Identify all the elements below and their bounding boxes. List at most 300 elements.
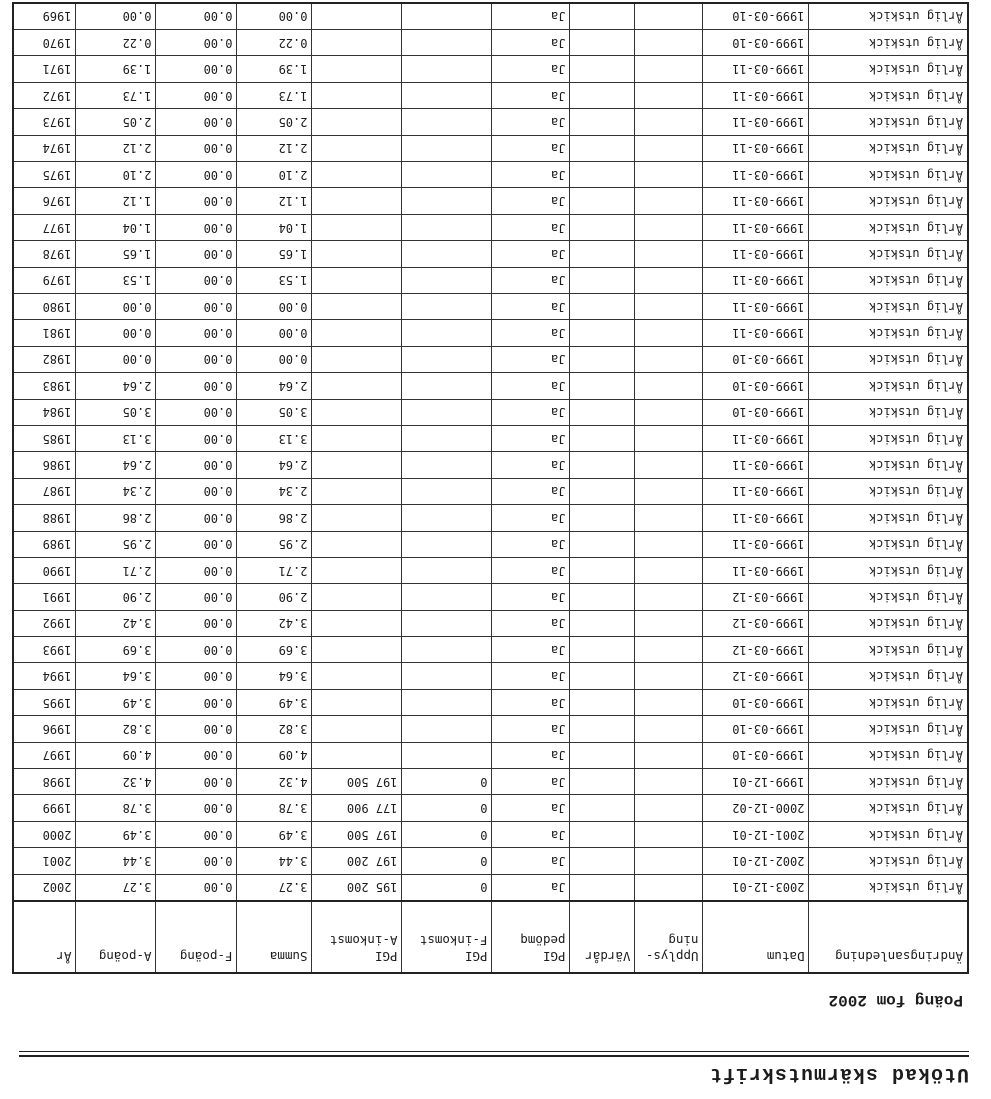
header-andringsanledning xyxy=(809,901,968,973)
cell-pgi-a-inkomst xyxy=(312,346,402,372)
cell-pgi-f-inkomst xyxy=(402,241,492,267)
cell-andringsanledning: Årlig utskick xyxy=(809,505,968,531)
cell-ar: 1974 xyxy=(13,135,76,161)
section-subtitle: Poäng fom 2002 xyxy=(828,991,963,1009)
table-header-row xyxy=(13,901,968,973)
cell-f-poang: 0.00 xyxy=(156,373,237,399)
table-row xyxy=(13,663,968,689)
table-row xyxy=(13,399,968,425)
cell-andringsanledning: Årlig utskick xyxy=(809,821,968,847)
cell-pgi-f-inkomst xyxy=(402,56,492,82)
cell-f-poang: 0.00 xyxy=(156,584,237,610)
cell-datum: 1999-03-12 xyxy=(703,637,809,663)
cell-upplysning xyxy=(635,716,703,742)
cell-a-poang: 2.95 xyxy=(76,531,156,557)
cell-a-poang: 1.65 xyxy=(76,241,156,267)
cell-pgi-bedomd: Ja xyxy=(492,373,570,399)
cell-f-poang: 0.00 xyxy=(156,821,237,847)
cell-a-poang: 0.22 xyxy=(76,30,156,56)
cell-vardar xyxy=(570,637,635,663)
cell-pgi-bedomd: Ja xyxy=(492,135,570,161)
cell-pgi-f-inkomst xyxy=(402,109,492,135)
header-pgi-bedomd xyxy=(492,901,570,973)
cell-a-poang: 4.09 xyxy=(76,742,156,768)
cell-pgi-a-inkomst xyxy=(312,557,402,583)
cell-datum: 2001-12-01 xyxy=(703,821,809,847)
cell-vardar xyxy=(570,30,635,56)
cell-andringsanledning: Årlig utskick xyxy=(809,557,968,583)
table-row xyxy=(13,742,968,768)
cell-upplysning xyxy=(635,188,703,214)
table-row xyxy=(13,188,968,214)
cell-vardar xyxy=(570,3,635,30)
cell-andringsanledning: Årlig utskick xyxy=(809,109,968,135)
cell-ar: 1986 xyxy=(13,452,76,478)
cell-ar: 1988 xyxy=(13,505,76,531)
cell-datum: 1999-03-10 xyxy=(703,346,809,372)
cell-vardar xyxy=(570,399,635,425)
cell-f-poang: 0.00 xyxy=(156,294,237,320)
cell-andringsanledning: Årlig utskick xyxy=(809,399,968,425)
cell-f-poang: 0.00 xyxy=(156,425,237,451)
cell-a-poang: 0.00 xyxy=(76,294,156,320)
cell-summa: 2.86 xyxy=(237,505,312,531)
cell-summa: 1.73 xyxy=(237,82,312,108)
cell-ar: 1980 xyxy=(13,294,76,320)
cell-vardar xyxy=(570,188,635,214)
cell-datum: 1999-03-12 xyxy=(703,610,809,636)
cell-andringsanledning: Årlig utskick xyxy=(809,294,968,320)
cell-andringsanledning: Årlig utskick xyxy=(809,162,968,188)
cell-pgi-a-inkomst: 177 900 xyxy=(312,795,402,821)
cell-pgi-f-inkomst: 0 xyxy=(402,848,492,874)
header-label: PGI xyxy=(374,949,398,964)
cell-pgi-bedomd: Ja xyxy=(492,478,570,504)
cell-andringsanledning: Årlig utskick xyxy=(809,874,968,901)
cell-pgi-bedomd: Ja xyxy=(492,821,570,847)
cell-andringsanledning: Årlig utskick xyxy=(809,135,968,161)
cell-pgi-f-inkomst xyxy=(402,214,492,240)
cell-a-poang: 2.64 xyxy=(76,452,156,478)
cell-a-poang: 4.32 xyxy=(76,769,156,795)
cell-vardar xyxy=(570,505,635,531)
cell-pgi-f-inkomst: 0 xyxy=(402,874,492,901)
cell-andringsanledning: Årlig utskick xyxy=(809,769,968,795)
cell-upplysning xyxy=(635,241,703,267)
cell-f-poang: 0.00 xyxy=(156,346,237,372)
table-row xyxy=(13,373,968,399)
cell-f-poang: 0.00 xyxy=(156,399,237,425)
cell-ar: 1971 xyxy=(13,56,76,82)
cell-vardar xyxy=(570,557,635,583)
cell-summa: 3.44 xyxy=(237,848,312,874)
cell-f-poang: 0.00 xyxy=(156,874,237,901)
header-label: ning xyxy=(668,933,699,948)
cell-pgi-a-inkomst xyxy=(312,610,402,636)
cell-pgi-a-inkomst xyxy=(312,584,402,610)
cell-vardar xyxy=(570,689,635,715)
cell-pgi-a-inkomst xyxy=(312,82,402,108)
cell-a-poang: 2.64 xyxy=(76,373,156,399)
cell-pgi-f-inkomst: 0 xyxy=(402,795,492,821)
cell-datum: 1999-03-11 xyxy=(703,267,809,293)
cell-ar: 1999 xyxy=(13,795,76,821)
cell-vardar xyxy=(570,610,635,636)
cell-datum: 1999-03-11 xyxy=(703,241,809,267)
table-row xyxy=(13,478,968,504)
cell-vardar xyxy=(570,241,635,267)
cell-a-poang: 1.04 xyxy=(76,214,156,240)
header-label: PGI xyxy=(542,949,566,964)
cell-summa: 3.69 xyxy=(237,637,312,663)
cell-a-poang: 3.27 xyxy=(76,874,156,901)
cell-a-poang: 2.12 xyxy=(76,135,156,161)
cell-pgi-bedomd: Ja xyxy=(492,56,570,82)
cell-andringsanledning: Årlig utskick xyxy=(809,373,968,399)
cell-andringsanledning: Årlig utskick xyxy=(809,267,968,293)
table-row xyxy=(13,584,968,610)
cell-andringsanledning: Årlig utskick xyxy=(809,531,968,557)
cell-pgi-f-inkomst xyxy=(402,30,492,56)
cell-vardar xyxy=(570,531,635,557)
table-row xyxy=(13,425,968,451)
cell-a-poang: 3.05 xyxy=(76,399,156,425)
table-row xyxy=(13,531,968,557)
cell-pgi-a-inkomst xyxy=(312,135,402,161)
cell-upplysning xyxy=(635,584,703,610)
table-body xyxy=(13,3,968,901)
cell-upplysning xyxy=(635,214,703,240)
cell-ar: 1995 xyxy=(13,689,76,715)
header-pgi-a-inkomst xyxy=(312,901,402,973)
cell-a-poang: 2.05 xyxy=(76,109,156,135)
cell-datum: 1999-03-11 xyxy=(703,452,809,478)
cell-ar: 1969 xyxy=(13,3,76,30)
cell-pgi-bedomd: Ja xyxy=(492,505,570,531)
cell-upplysning xyxy=(635,109,703,135)
table-row xyxy=(13,82,968,108)
cell-upplysning xyxy=(635,452,703,478)
cell-upplysning xyxy=(635,531,703,557)
cell-datum: 1999-03-11 xyxy=(703,109,809,135)
cell-pgi-a-inkomst xyxy=(312,689,402,715)
cell-vardar xyxy=(570,162,635,188)
cell-summa: 1.12 xyxy=(237,188,312,214)
cell-pgi-f-inkomst xyxy=(402,162,492,188)
cell-f-poang: 0.00 xyxy=(156,56,237,82)
cell-pgi-a-inkomst xyxy=(312,399,402,425)
cell-pgi-f-inkomst: 0 xyxy=(402,769,492,795)
cell-upplysning xyxy=(635,56,703,82)
cell-pgi-f-inkomst: 0 xyxy=(402,821,492,847)
cell-andringsanledning: Årlig utskick xyxy=(809,320,968,346)
cell-ar: 1996 xyxy=(13,716,76,742)
table-row xyxy=(13,874,968,901)
cell-pgi-f-inkomst xyxy=(402,505,492,531)
cell-pgi-f-inkomst xyxy=(402,320,492,346)
cell-datum: 1999-03-11 xyxy=(703,56,809,82)
cell-a-poang: 2.86 xyxy=(76,505,156,531)
cell-ar: 2002 xyxy=(13,874,76,901)
cell-pgi-bedomd: Ja xyxy=(492,3,570,30)
cell-vardar xyxy=(570,848,635,874)
cell-pgi-bedomd: Ja xyxy=(492,346,570,372)
cell-vardar xyxy=(570,214,635,240)
table-row xyxy=(13,769,968,795)
cell-vardar xyxy=(570,346,635,372)
cell-upplysning xyxy=(635,663,703,689)
cell-f-poang: 0.00 xyxy=(156,214,237,240)
cell-pgi-f-inkomst xyxy=(402,663,492,689)
cell-f-poang: 0.00 xyxy=(156,241,237,267)
cell-vardar xyxy=(570,82,635,108)
cell-upplysning xyxy=(635,320,703,346)
cell-pgi-a-inkomst xyxy=(312,373,402,399)
cell-vardar xyxy=(570,478,635,504)
cell-a-poang: 0.00 xyxy=(76,320,156,346)
cell-upplysning xyxy=(635,3,703,30)
cell-pgi-a-inkomst xyxy=(312,531,402,557)
cell-f-poang: 0.00 xyxy=(156,557,237,583)
cell-pgi-a-inkomst xyxy=(312,109,402,135)
cell-f-poang: 0.00 xyxy=(156,795,237,821)
cell-andringsanledning: Årlig utskick xyxy=(809,452,968,478)
cell-vardar xyxy=(570,56,635,82)
cell-datum: 1999-03-12 xyxy=(703,663,809,689)
cell-pgi-bedomd: Ja xyxy=(492,610,570,636)
cell-pgi-bedomd: Ja xyxy=(492,188,570,214)
cell-pgi-a-inkomst xyxy=(312,637,402,663)
cell-ar: 1976 xyxy=(13,188,76,214)
cell-pgi-f-inkomst xyxy=(402,346,492,372)
cell-andringsanledning: Årlig utskick xyxy=(809,82,968,108)
cell-andringsanledning: Årlig utskick xyxy=(809,742,968,768)
cell-vardar xyxy=(570,742,635,768)
cell-vardar xyxy=(570,294,635,320)
table-row xyxy=(13,346,968,372)
cell-summa: 0.00 xyxy=(237,346,312,372)
cell-pgi-a-inkomst xyxy=(312,3,402,30)
cell-summa: 2.12 xyxy=(237,135,312,161)
cell-ar: 1983 xyxy=(13,373,76,399)
cell-ar: 1977 xyxy=(13,214,76,240)
cell-a-poang: 3.49 xyxy=(76,689,156,715)
cell-vardar xyxy=(570,821,635,847)
cell-pgi-bedomd: Ja xyxy=(492,82,570,108)
cell-andringsanledning: Årlig utskick xyxy=(809,30,968,56)
cell-ar: 1989 xyxy=(13,531,76,557)
cell-andringsanledning: Årlig utskick xyxy=(809,663,968,689)
cell-summa: 2.05 xyxy=(237,109,312,135)
cell-pgi-bedomd: Ja xyxy=(492,874,570,901)
cell-f-poang: 0.00 xyxy=(156,505,237,531)
cell-pgi-bedomd: Ja xyxy=(492,30,570,56)
cell-pgi-bedomd: Ja xyxy=(492,689,570,715)
cell-andringsanledning: Årlig utskick xyxy=(809,610,968,636)
cell-f-poang: 0.00 xyxy=(156,452,237,478)
cell-pgi-a-inkomst xyxy=(312,188,402,214)
cell-datum: 2002-12-01 xyxy=(703,848,809,874)
cell-pgi-bedomd: Ja xyxy=(492,769,570,795)
cell-datum: 1999-12-01 xyxy=(703,769,809,795)
table-row xyxy=(13,505,968,531)
cell-datum: 1999-03-10 xyxy=(703,689,809,715)
cell-pgi-a-inkomst xyxy=(312,320,402,346)
cell-a-poang: 2.10 xyxy=(76,162,156,188)
cell-pgi-a-inkomst xyxy=(312,30,402,56)
cell-summa: 2.71 xyxy=(237,557,312,583)
cell-datum: 1999-03-10 xyxy=(703,30,809,56)
cell-pgi-bedomd: Ja xyxy=(492,557,570,583)
cell-pgi-a-inkomst xyxy=(312,56,402,82)
cell-summa: 3.27 xyxy=(237,874,312,901)
cell-summa: 3.13 xyxy=(237,425,312,451)
cell-a-poang: 0.00 xyxy=(76,3,156,30)
cell-vardar xyxy=(570,874,635,901)
header-label: PGI xyxy=(464,949,488,964)
cell-andringsanledning: Årlig utskick xyxy=(809,637,968,663)
cell-upplysning xyxy=(635,294,703,320)
table-row xyxy=(13,320,968,346)
header-f-poang xyxy=(156,901,237,973)
cell-f-poang: 0.00 xyxy=(156,769,237,795)
cell-f-poang: 0.00 xyxy=(156,188,237,214)
cell-pgi-bedomd: Ja xyxy=(492,425,570,451)
cell-a-poang: 0.00 xyxy=(76,346,156,372)
table-row xyxy=(13,3,968,30)
cell-datum: 2000-12-02 xyxy=(703,795,809,821)
cell-f-poang: 0.00 xyxy=(156,742,237,768)
cell-f-poang: 0.00 xyxy=(156,663,237,689)
cell-andringsanledning: Årlig utskick xyxy=(809,346,968,372)
cell-datum: 1999-03-11 xyxy=(703,294,809,320)
cell-a-poang: 3.49 xyxy=(76,821,156,847)
cell-summa: 2.64 xyxy=(237,452,312,478)
cell-datum: 1999-03-11 xyxy=(703,162,809,188)
cell-pgi-bedomd: Ja xyxy=(492,663,570,689)
cell-vardar xyxy=(570,716,635,742)
cell-a-poang: 2.90 xyxy=(76,584,156,610)
cell-andringsanledning: Årlig utskick xyxy=(809,795,968,821)
cell-ar: 1975 xyxy=(13,162,76,188)
cell-summa: 0.00 xyxy=(237,3,312,30)
cell-andringsanledning: Årlig utskick xyxy=(809,56,968,82)
cell-pgi-a-inkomst xyxy=(312,241,402,267)
cell-pgi-f-inkomst xyxy=(402,452,492,478)
cell-pgi-bedomd: Ja xyxy=(492,241,570,267)
table-row xyxy=(13,557,968,583)
cell-f-poang: 0.00 xyxy=(156,478,237,504)
cell-pgi-f-inkomst xyxy=(402,478,492,504)
cell-f-poang: 0.00 xyxy=(156,716,237,742)
cell-ar: 1987 xyxy=(13,478,76,504)
cell-vardar xyxy=(570,769,635,795)
cell-datum: 1999-03-11 xyxy=(703,82,809,108)
table-row xyxy=(13,795,968,821)
cell-ar: 1994 xyxy=(13,663,76,689)
table-row xyxy=(13,821,968,847)
cell-pgi-bedomd: Ja xyxy=(492,531,570,557)
cell-pgi-a-inkomst: 197 500 xyxy=(312,821,402,847)
document-title: Utökad skärmutskrift xyxy=(708,1062,969,1085)
cell-f-poang: 0.00 xyxy=(156,3,237,30)
cell-summa: 3.78 xyxy=(237,795,312,821)
cell-a-poang: 3.78 xyxy=(76,795,156,821)
cell-datum: 1999-03-10 xyxy=(703,716,809,742)
table-row xyxy=(13,30,968,56)
table-row xyxy=(13,689,968,715)
cell-f-poang: 0.00 xyxy=(156,162,237,188)
cell-f-poang: 0.00 xyxy=(156,30,237,56)
cell-a-poang: 3.64 xyxy=(76,663,156,689)
cell-datum: 1999-03-11 xyxy=(703,135,809,161)
cell-upplysning xyxy=(635,267,703,293)
cell-upplysning xyxy=(635,505,703,531)
cell-upplysning xyxy=(635,874,703,901)
table-row xyxy=(13,162,968,188)
header-ar xyxy=(13,901,76,973)
cell-upplysning xyxy=(635,637,703,663)
cell-f-poang: 0.00 xyxy=(156,135,237,161)
cell-ar: 1970 xyxy=(13,30,76,56)
cell-upplysning xyxy=(635,557,703,583)
cell-upplysning xyxy=(635,373,703,399)
table-row xyxy=(13,637,968,663)
cell-pgi-f-inkomst xyxy=(402,294,492,320)
cell-datum: 1999-03-11 xyxy=(703,425,809,451)
table-row xyxy=(13,610,968,636)
cell-upplysning xyxy=(635,30,703,56)
cell-datum: 1999-03-10 xyxy=(703,742,809,768)
points-table xyxy=(12,2,969,974)
header-label: Ändringsanledning xyxy=(835,949,963,964)
cell-pgi-f-inkomst xyxy=(402,188,492,214)
table-row xyxy=(13,452,968,478)
cell-a-poang: 3.13 xyxy=(76,425,156,451)
cell-pgi-a-inkomst xyxy=(312,663,402,689)
cell-datum: 1999-03-11 xyxy=(703,188,809,214)
cell-pgi-f-inkomst xyxy=(402,584,492,610)
cell-upplysning xyxy=(635,769,703,795)
title-rule-thin xyxy=(19,1051,969,1052)
cell-pgi-f-inkomst xyxy=(402,637,492,663)
cell-pgi-f-inkomst xyxy=(402,716,492,742)
cell-summa: 2.90 xyxy=(237,584,312,610)
cell-ar: 1979 xyxy=(13,267,76,293)
cell-pgi-bedomd: Ja xyxy=(492,320,570,346)
cell-ar: 1991 xyxy=(13,584,76,610)
cell-summa: 0.22 xyxy=(237,30,312,56)
header-label: A-poäng xyxy=(98,949,152,964)
cell-pgi-f-inkomst xyxy=(402,399,492,425)
cell-summa: 2.10 xyxy=(237,162,312,188)
cell-upplysning xyxy=(635,425,703,451)
cell-summa: 4.09 xyxy=(237,742,312,768)
table-row xyxy=(13,56,968,82)
cell-datum: 1999-03-11 xyxy=(703,320,809,346)
cell-upplysning xyxy=(635,689,703,715)
cell-datum: 1999-03-11 xyxy=(703,214,809,240)
cell-a-poang: 3.42 xyxy=(76,610,156,636)
cell-summa: 3.49 xyxy=(237,689,312,715)
cell-pgi-a-inkomst xyxy=(312,162,402,188)
cell-upplysning xyxy=(635,795,703,821)
cell-pgi-a-inkomst xyxy=(312,716,402,742)
cell-pgi-f-inkomst xyxy=(402,610,492,636)
cell-ar: 1982 xyxy=(13,346,76,372)
cell-pgi-bedomd: Ja xyxy=(492,795,570,821)
cell-a-poang: 1.39 xyxy=(76,56,156,82)
